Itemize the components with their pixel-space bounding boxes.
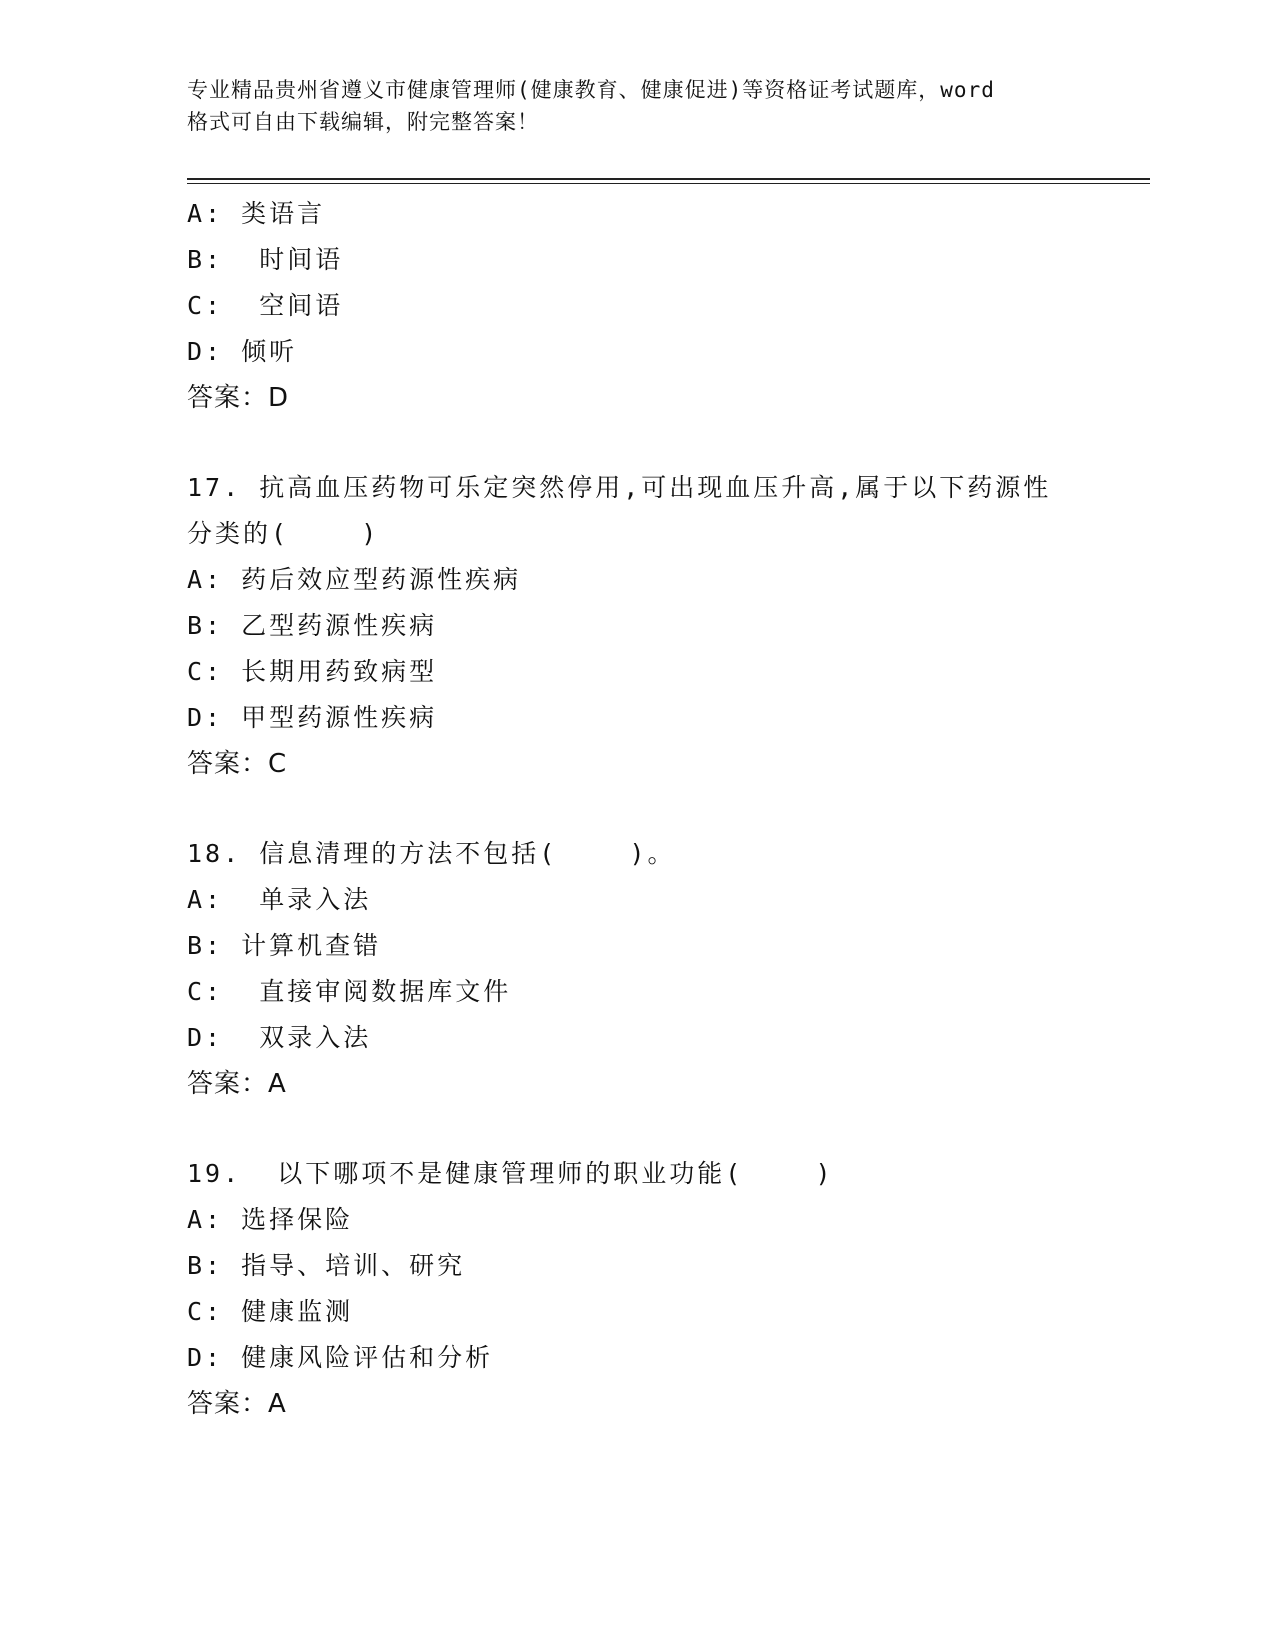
- option-b: B: 计算机查错: [187, 931, 382, 960]
- header-divider-thick: [187, 178, 1150, 180]
- answer: 答案：A: [187, 1069, 287, 1099]
- question-19: [187, 1151, 1137, 1427]
- option-b: B: 指导、培训、研究: [187, 1251, 466, 1280]
- question-stem: 18. 信息清理的方法不包括( )。: [187, 839, 676, 868]
- option-c: C: 健康监测: [187, 1297, 354, 1326]
- option-a: A: 单录入法: [187, 885, 372, 914]
- option-d: D: 健康风险评估和分析: [187, 1343, 494, 1372]
- question-stem: 17. 抗高血压药物可乐定突然停用,可出现血压升高,属于以下药源性: [187, 473, 1052, 502]
- answer: 答案：D: [187, 383, 290, 413]
- option-a: A: 选择保险: [187, 1205, 354, 1234]
- option-c: C: 空间语: [187, 291, 344, 320]
- spacer: [187, 1107, 1137, 1151]
- answer: 答案：A: [187, 1389, 287, 1419]
- answer: 答案：C: [187, 749, 288, 779]
- option-c: C: 直接审阅数据库文件: [187, 977, 512, 1006]
- option-b: B: 乙型药源性疾病: [187, 611, 438, 640]
- question-stem-continued: 分类的( ): [187, 519, 380, 548]
- option-c: C: 长期用药致病型: [187, 657, 438, 686]
- spacer: [187, 421, 1137, 465]
- option-b: B: 时间语: [187, 245, 344, 274]
- header-line-2: 格式可自由下载编辑，附完整答案！: [187, 110, 539, 134]
- document-header: [187, 74, 1107, 138]
- option-d: D: 倾听: [187, 337, 298, 366]
- option-d: D: 甲型药源性疾病: [187, 703, 438, 732]
- header-divider-thin: [187, 183, 1150, 184]
- question-16: [187, 191, 1137, 421]
- question-list: [187, 191, 1137, 1427]
- option-d: D: 双录入法: [187, 1023, 372, 1052]
- question-17: [187, 465, 1137, 787]
- spacer: [187, 787, 1137, 831]
- question-stem: 19. 以下哪项不是健康管理师的职业功能( ): [187, 1159, 834, 1188]
- option-a: A: 药后效应型药源性疾病: [187, 565, 522, 594]
- option-a: A: 类语言: [187, 199, 326, 228]
- header-line-1: 专业精品贵州省遵义市健康管理师(健康教育、健康促进)等资格证考试题库，word: [187, 78, 995, 102]
- question-18: [187, 831, 1137, 1107]
